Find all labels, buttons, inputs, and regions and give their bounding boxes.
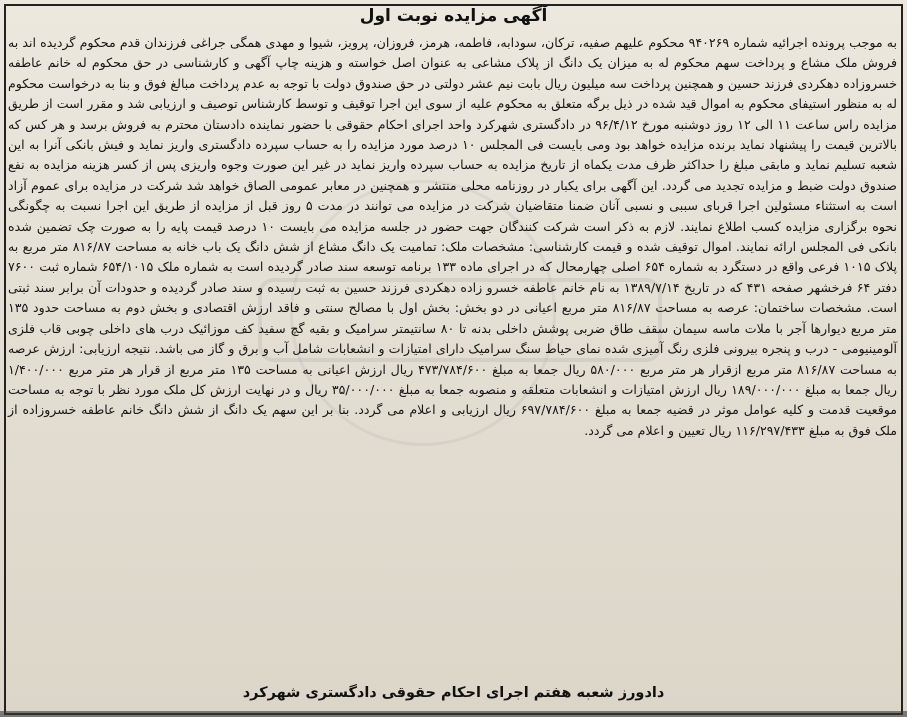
notice-title: آگهی مزایده نوبت اول bbox=[359, 6, 548, 26]
notice-body-paragraph: به موجب پرونده اجرائیه شماره ۹۴۰۲۶۹ محکوم علیهم صفیه، ترکان، سودابه، فاطمه، هرمز، فروزان، پرویز، شیوا و مهدی همگی جراغی فرزندان قدم محکوم گردیده اند به فروش ملک مشاع و پرداخت سهم محکوم له به میزان یک دانگ از پلاک مشاعی به عنوان اصل خواسته و هزینه چاپ آگهی و کارشناسی در حق محکوم له خانم عاطفه خسروزاده دهکردی فرزند حسین و همچنین پرداخت سه میلیون ریال بابت نیم عشر دولتی در حق صندوق دولت با توجه به عدم پرداخت مبالغ فوق و بنا به درخواست محکوم له به منظور استیفای محکوم به اموال قید شده در ذیل برگه متعلق به محکوم علیه از سوی این اجرا توقیف و توسط کارشناس توصیف و ارزیابی شد و مقرر است از طریق مزایده راس ساعت ۱۱ الی ۱۲ روز دوشنبه مورخ ۹۶/۴/۱۲ در دادگستری شهرکرد واحد اجرای احکام حقوقی با حضور نماینده دادستان محترم به فروش برسد و هر کس که بالاترین قیمت را پیشنهاد نماید برنده مزایده خواهد بود ومی بایست فی المجلس ۱۰ درصد مورد مزایده را به حساب سپرده دادگستری واریز نماید و فیش بانکی آنرا به این شعبه تسلیم نماید و مابقی مبلغ را حداکثر ظرف مدت یکماه از تاریخ مزایده به حساب سپرده واریز نماید در غیر این صورت وجوه واریزی پس از کسر هزینه مزایده به نفع صندوق دولت ضبط و مزایده تجدید می گردد. این آگهی برای یکبار در روزنامه محلی منتشر و همچنین در معابر عمومی الصاق خواهد شد شرکت در مزایده برای عموم آزاد است به استثناء مسئولین اجرا قربای سببی و نسبی آنان ضمنا متقاضیان شرکت در مزایده می توانند در مدت ۵ روز قبل از مزایده از طریق این اجرا نسبت به چگونگی نحوه برگزاری مزایده کسب اطلاع نمایند. لازم به ذکر است شرکت کنندگان جهت حضور در جلسه مزایده می بایست ۱۰ درصد قیمت پایه را به صورت چک تضمین شده بانکی فی المجلس ارائه نمایند. اموال توقیف شده و قیمت کارشناسی: مشخصات ملک: تمامیت یک دانگ مشاع از شش دانگ یک باب خانه به مساحت ۸۱۶/۸۷ متر مربع به پلاک ۱۰۱۵ فرعی واقع در دستگرد به شماره ۶۵۴ اصلی چهارمحال که در اجرای ماده ۱۳۳ برنامه توسعه سند صادر گردیده است به شماره ملک ۶۵۴/۱۰۱۵ شماره ثبت ۷۶۰۰ دفتر ۶۴ فرخشهر صفحه ۴۳۱ که در تاریخ ۱۳۸۹/۷/۱۴ به نام خانم عاطفه خسرو زاده دهکردی فرزند حسین به ثبت رسیده و سند صادر گردیده و حدودات آن برابر سند ثبتی است. مشخصات ساختمان: عرصه به مساحت ۸۱۶/۸۷ متر مربع اعیانی در دو بخش: بخش اول با مصالح سنتی و فاقد ارزش اقتصادی و بخش دوم به مساحت حدود ۱۳۵ متر مربع دیوارها آجر با ملات ماسه سیمان سقف طاق ضربی پوشش داخلی بدنه تا ۸۰ سانتیمتر سرامیک و بقیه گچ سفید کف موزائیک درب های داخلی چوبی قاب فلزی آلومینیومی - درب و پنجره بیرونی فلزی رنگ آمیزی شده نمای حیاط سنگ سرامیک دارای امتیازات و انشعابات شامل آب و برق و گاز می باشد. نتیجه ارزیابی: ارزش عرصه به مساحت ۸۱۶/۸۷ متر مربع ازقرار هر متر مربع ۵۸۰/۰۰۰ ریال جمعا به مبلغ ۴۷۳/۷۸۴/۶۰۰ ریال ارزش اعیانی به مساحت ۱۳۵ متر مربع از قرار هر متر مربع ۱/۴۰۰/۰۰۰ ریال جمعا به مبلغ ۱۸۹/۰۰۰/۰۰۰ ریال ارزش امتیازات و انشعابات متعلقه و منصوبه جمعا به مبلغ ۳۵/۰۰۰/۰۰۰ ریال و در نهایت ارزش کل ملک مورد نظر با توجه به مساحت موقعیت قدمت و کلیه عوامل موثر در قضیه جمعا به مبلغ ۶۹۷/۷۸۴/۶۰۰ ریال ارزیابی و اعلام می گردد. بنا بر این سهم یک دانگ از شش دانگ خانم عاطفه خسروزاده از ملک فوق به مبلغ ۱۱۶/۲۹۷/۴۳۳ ریال تعیین و اعلام می گردد. bbox=[8, 35, 897, 438]
notice-signature: دادورز شعبه هفتم اجرای احکام حقوقی دادگستری شهرکرد bbox=[242, 685, 665, 701]
clipping-bottom-edge bbox=[0, 711, 907, 717]
notice-body bbox=[8, 33, 897, 441]
